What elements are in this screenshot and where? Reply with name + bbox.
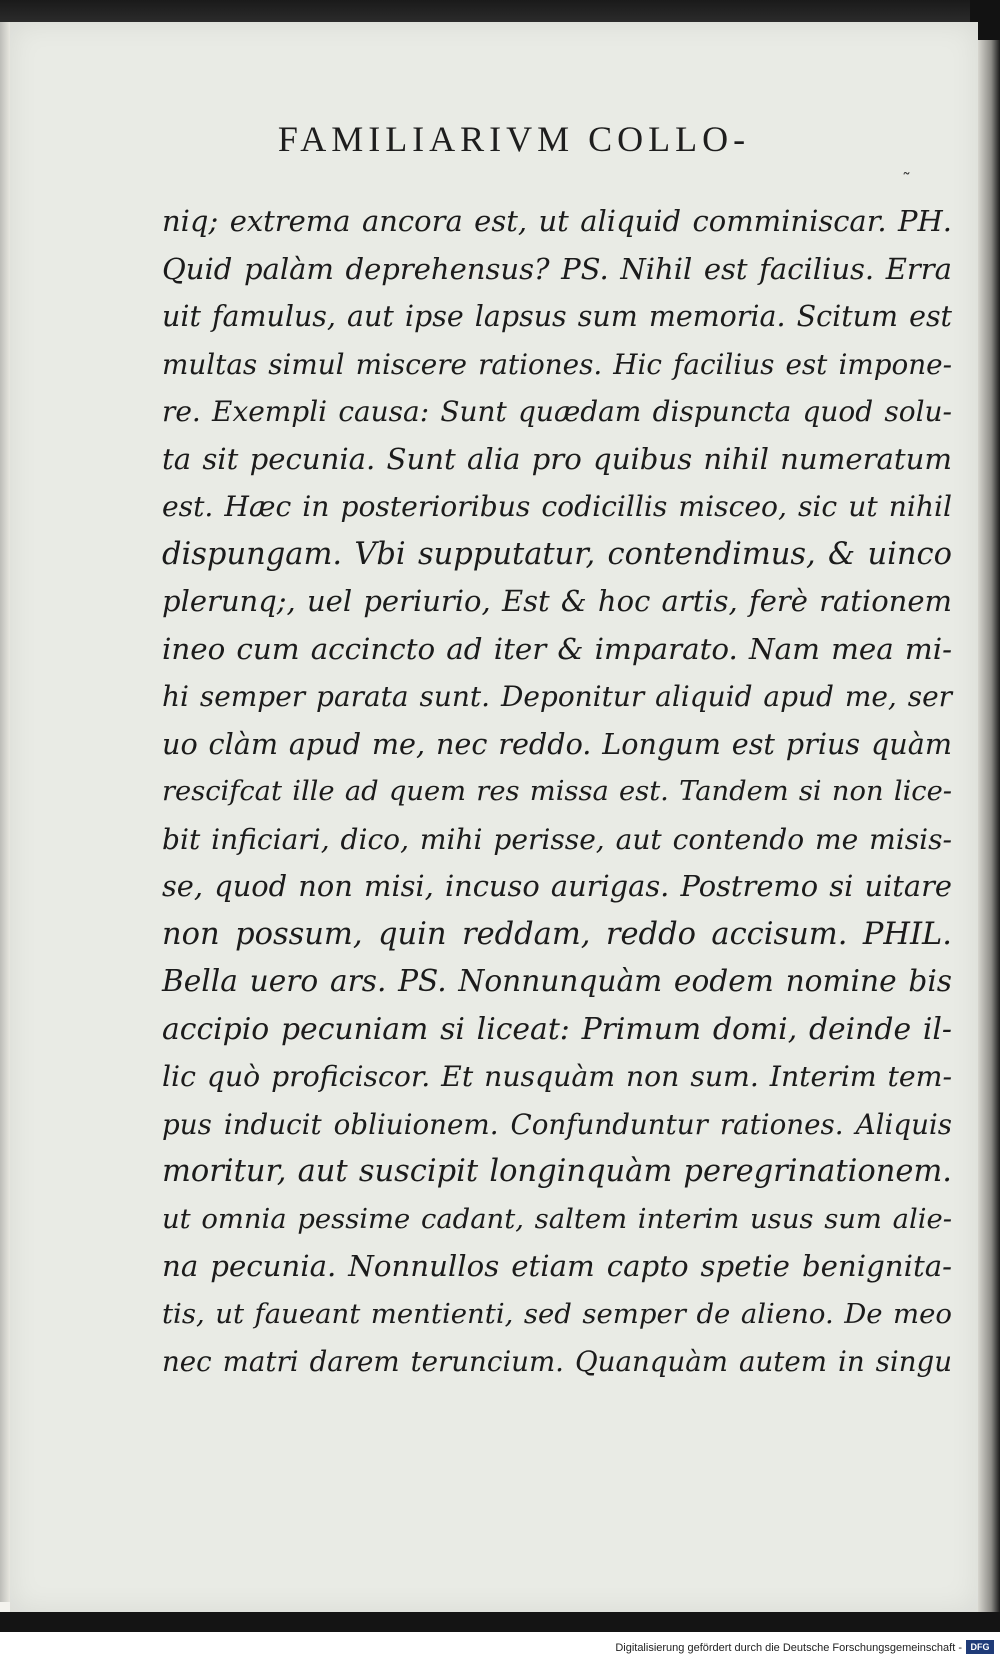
text-line: tis, ut faueant mentienti, sed semper de alieno. De meo	[162, 1297, 952, 1330]
text-line: plerunq;, uel periurio, Est & hoc artis, ferè rationem	[162, 584, 952, 618]
digitization-footer	[0, 1632, 1000, 1663]
text-line: non possum, quin reddam, reddo accisum. PHIL.	[162, 916, 952, 952]
text-line: na pecunia. Nonnullos etiam capto spetie benignita-	[162, 1249, 952, 1283]
text-line: se, quod non misi, incuso aurigas. Postremo si uitare	[162, 869, 952, 903]
scan-top-edge	[0, 0, 1000, 22]
text-line: hi semper parata sunt. Deponitur aliquid apud me, ser	[162, 680, 952, 713]
text-line: niq; extrema ancora est, ut aliquid comminiscar. PH.	[162, 204, 952, 238]
footer-credit: Digitalisierung gefördert durch die Deutsche Forschungsgemeinschaft -	[615, 1642, 962, 1654]
text-line: pus inducit obliuionem. Confunduntur rationes. Aliquis	[162, 1107, 952, 1141]
text-line: dispungam. Vbi supputatur, contendimus, & uinco	[162, 536, 952, 572]
page-right-edge	[978, 40, 1000, 1615]
text-line: accipio pecuniam si liceat: Primum domi, deinde il-	[162, 1011, 952, 1047]
text-line: est. Hæc in posterioribus codicillis misceo, sic ut nihil	[162, 490, 952, 523]
text-line: lic quò proficiscor. Et nusquàm non sum. Interim tem-	[162, 1060, 952, 1093]
text-line: multas simul miscere rationes. Hic facilius est impone-	[162, 347, 952, 381]
dfg-logo-icon: DFG	[966, 1640, 994, 1654]
book-page	[10, 22, 978, 1612]
running-head: FAMILIARIVM COLLO-	[277, 119, 751, 159]
page-left-shadow	[0, 22, 10, 1602]
scan-bottom-edge	[0, 1612, 1000, 1632]
text-line: bit inficiari, dico, mihi perisse, aut contendo me misis-	[162, 822, 952, 856]
text-line: ta sit pecunia. Sunt alia pro quibus nihil numeratum	[162, 441, 952, 476]
printer-mark-icon: ˜	[902, 170, 911, 191]
text-line: rescifcat ille ad quem res missa est. Tandem si non lice-	[162, 776, 952, 807]
text-line: nec matri darem teruncium. Quanquàm autem in singu	[162, 1345, 952, 1378]
text-line: ineo cum accincto ad iter & imparato. Nam mea mi-	[162, 631, 952, 666]
body-text	[162, 198, 952, 1386]
text-line: moritur, aut suscipit longinquàm peregrinationem.	[162, 1154, 952, 1189]
text-line: ut omnia pessime cadant, saltem interim usus sum alie-	[162, 1203, 952, 1235]
text-line: uit famulus, aut ipse lapsus sum memoria. Scitum est	[162, 300, 952, 333]
text-line: Quid palàm deprehensus? PS. Nihil est facilius. Erra	[162, 251, 952, 286]
text-line: Bella uero ars. PS. Nonnunquàm eodem nomine bis	[162, 964, 952, 998]
text-line: uo clàm apud me, nec reddo. Longum est prius quàm	[162, 726, 952, 761]
text-line: re. Exempli causa: Sunt quædam dispuncta quod solu-	[162, 395, 952, 428]
